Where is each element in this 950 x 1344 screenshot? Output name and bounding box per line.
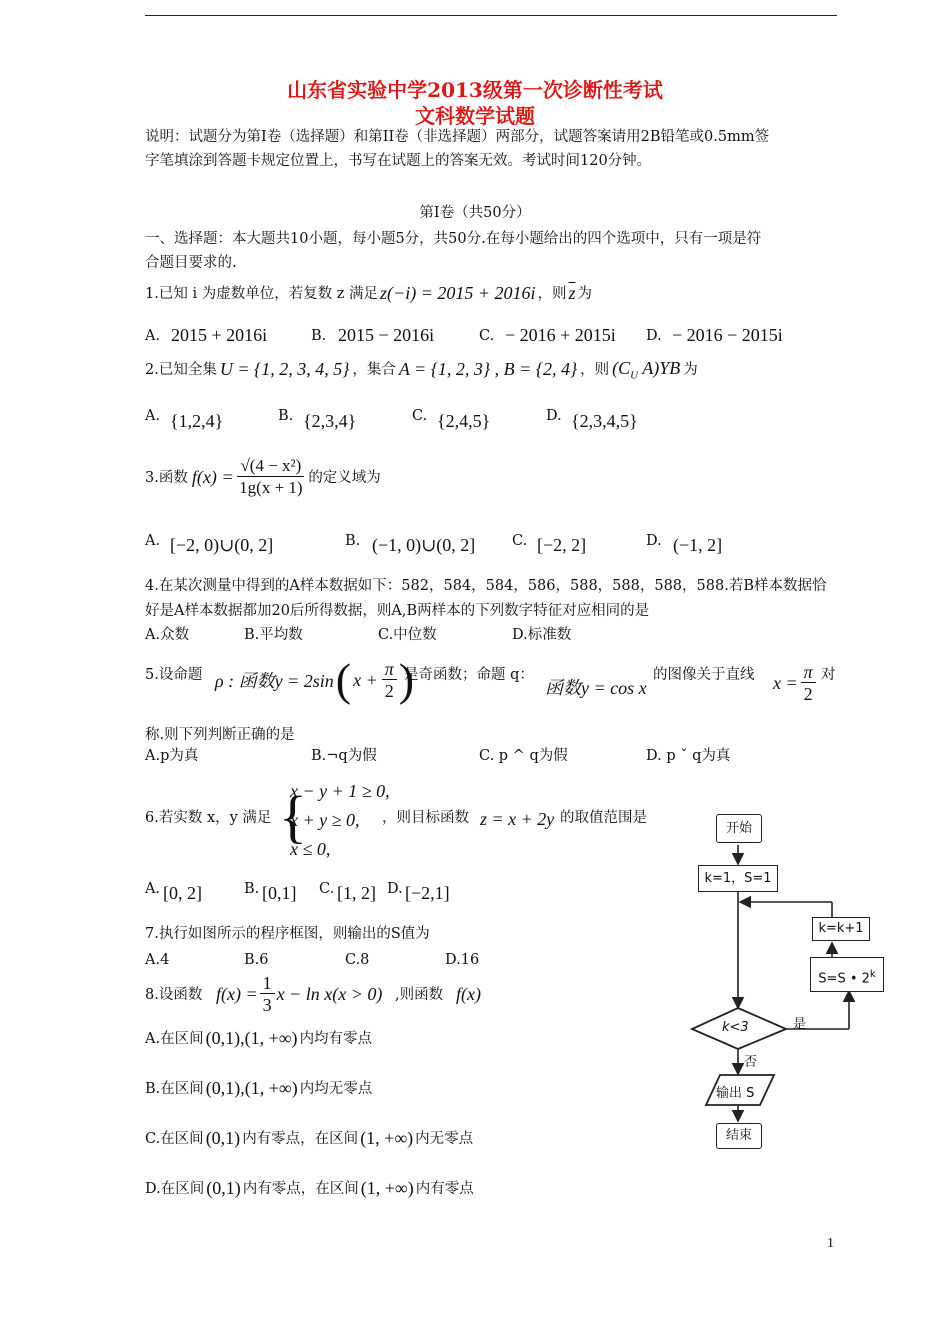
q1-option-d-label: D. xyxy=(646,328,662,344)
q1-option-c: − 2016 + 2015i xyxy=(505,325,616,345)
q8-option-c xyxy=(145,1128,473,1149)
q5-stem-d: 对 xyxy=(821,667,836,683)
flowchart-update-s-text: S=S • 2 xyxy=(818,971,870,987)
q4-line1: 4.在某次测量中得到的A样本数据如下：582，584，584，586，588，588，588，588.若B样本数据恰 xyxy=(145,578,827,594)
q6-stem-a: 6.若实数 x，y 满足 xyxy=(145,810,272,826)
q6-objective: z = x + 2y xyxy=(480,809,555,829)
part1-intro-line2: 合题目要求的. xyxy=(145,255,237,271)
q2-expr-c: (C xyxy=(612,358,631,378)
q8-option-c-text-a: C.在区间 xyxy=(145,1130,204,1147)
q2-stem-c: ，则 xyxy=(580,361,610,378)
q6-constraint-1: x − y + 1 ≥ 0, xyxy=(290,781,390,801)
part1-heading: 第Ⅰ卷（共50分） xyxy=(419,205,531,221)
q6-option-a-label: A. xyxy=(145,881,161,897)
q2-option-b: {2,3,4} xyxy=(303,411,357,431)
q5-two: 2 xyxy=(384,680,394,701)
q1-option-b-label: B. xyxy=(311,328,327,344)
q4-option-a: A.众数 xyxy=(145,627,190,643)
q2-option-d-label: D. xyxy=(546,408,562,424)
q8-one: 1 xyxy=(260,973,275,994)
q2-expression xyxy=(612,358,680,382)
flowchart-update-s-exp: k xyxy=(869,969,876,980)
q2-option-c-label: C. xyxy=(412,408,428,424)
q8-option-a-intervals: (0,1),(1, +∞) xyxy=(205,1028,298,1048)
q1-equation: z(−i) = 2015 + 2016i xyxy=(380,283,536,303)
flowchart-update-k: k=k+1 xyxy=(812,917,870,941)
q1-option-d: − 2016 − 2015i xyxy=(672,325,783,345)
q7-option-a: A.4 xyxy=(145,952,170,968)
q7-option-d: D.16 xyxy=(445,952,480,968)
q5-line-fraction xyxy=(801,662,816,705)
q6-option-a: [0, 2] xyxy=(163,883,202,903)
q6-constraint-3: x ≤ 0, xyxy=(290,839,331,859)
q5-p-expression: ρ : 函数y = 2sin xyxy=(215,671,334,691)
q4-option-b: B.平均数 xyxy=(244,627,303,643)
q8-option-b-intervals: (0,1),(1, +∞) xyxy=(205,1078,298,1098)
flowchart-end: 结束 xyxy=(716,1123,762,1149)
exam-title-line2: 文科数学试题 xyxy=(415,104,535,128)
q7-stem: 7.执行如图所示的程序框图，则输出的S值为 xyxy=(145,926,430,942)
q3-option-c-label: C. xyxy=(512,533,528,549)
q5-left-paren: ( xyxy=(335,654,352,705)
q8-option-b-text-b: 内均无零点 xyxy=(299,1080,373,1097)
q1-option-a-label: A. xyxy=(145,328,161,344)
q8-option-a-text-a: A.在区间 xyxy=(145,1030,204,1047)
q6-option-d: [−2,1] xyxy=(405,883,450,903)
q2-universal-set: U = {1, 2, 3, 4, 5} xyxy=(219,359,350,380)
q8-option-d xyxy=(145,1178,474,1199)
q5-inner: x + xyxy=(353,669,378,690)
q5-option-b: B.¬q为假 xyxy=(311,748,377,764)
q5-q-expression: 函数y = cos x xyxy=(545,678,647,698)
q6-option-d-label: D. xyxy=(387,881,403,897)
exam-title-line1: 山东省实验中学2013级第一次诊断性考试 xyxy=(287,78,663,102)
q6-constraint-2: x + y ≥ 0, xyxy=(290,810,360,830)
q8-option-a xyxy=(145,1028,372,1049)
q6-option-b: [0,1] xyxy=(262,883,297,903)
q1-option-c-label: C. xyxy=(479,328,495,344)
q8-option-d-interval-1: (0,1) xyxy=(206,1178,241,1198)
q8-option-c-text-b: 内有零点，在区间 xyxy=(242,1130,359,1147)
q1-option-b: 2015 − 2016i xyxy=(338,325,435,345)
q8-f-lhs: f(x) = xyxy=(216,984,258,1004)
q5-line-equation xyxy=(773,662,816,705)
q5-stem-c: 的图像关于直线 xyxy=(653,667,755,683)
q5-line-two: 2 xyxy=(803,684,813,704)
q5-option-a: A.p为真 xyxy=(145,748,199,764)
q8-option-b xyxy=(145,1078,372,1099)
q2-option-d: {2,3,4,5} xyxy=(571,411,638,431)
q8-function-definition xyxy=(216,973,382,1016)
q1-zbar: $\overline{z}$ xyxy=(568,283,576,303)
q6-option-b-label: B. xyxy=(244,881,260,897)
q3-option-d: (−1, 2] xyxy=(673,535,723,555)
q1-stem-c: 为 xyxy=(577,285,592,302)
q2-option-b-label: B. xyxy=(278,408,294,424)
part1-intro-line1: 一、选择题：本大题共10小题，每小题5分，共50分.在每小题给出的四个选项中，只有一项是符 xyxy=(145,231,762,247)
q2-expr-sub: U xyxy=(630,369,639,382)
q5-stem-a: 5.设命题 xyxy=(145,667,203,683)
q3-denominator: 1g(x + 1) xyxy=(239,478,303,497)
q5-pi: π xyxy=(382,659,397,680)
question-3 xyxy=(145,456,381,499)
q8-option-c-interval-1: (0,1) xyxy=(205,1128,241,1148)
q8-option-a-text-b: 内均有零点 xyxy=(299,1030,373,1047)
q2-expr-tail: A)YB xyxy=(638,358,681,378)
program-flowchart xyxy=(686,805,896,1160)
q6-option-c: [1, 2] xyxy=(337,883,376,903)
question-1 xyxy=(145,283,592,304)
q7-option-c: C.8 xyxy=(345,952,370,968)
q6-stem-c: 的取值范围是 xyxy=(560,810,647,826)
q8-f-rhs: x − ln x(x > 0) xyxy=(276,984,383,1004)
q8-three: 3 xyxy=(262,995,272,1015)
q2-option-a: {1,2,4} xyxy=(170,411,224,431)
q3-numerator: √(4 − x²) xyxy=(237,456,304,477)
q3-option-a: [−2, 0)∪(0, 2] xyxy=(170,535,274,555)
q4-option-d: D.标准数 xyxy=(512,627,572,643)
q2-stem-d: 为 xyxy=(683,361,698,378)
q8-option-d-text-b: 内有零点，在区间 xyxy=(242,1180,359,1197)
q4-line2: 好是A样本数据都加20后所得数据，则A,B两样本的下列数字特征对应相同的是 xyxy=(145,603,650,619)
q3-option-d-label: D. xyxy=(646,533,662,549)
q5-stem-b: 是奇函数；命题 q： xyxy=(404,667,534,683)
q3-option-c: [−2, 2] xyxy=(537,535,587,555)
q1-option-a: 2015 + 2016i xyxy=(171,325,268,345)
q3-lhs: f(x) = xyxy=(191,467,234,487)
q8-option-b-text-a: B.在区间 xyxy=(145,1080,204,1097)
instructions-line1: 说明：试题分为第Ⅰ卷（选择题）和第II卷（非选择题）两部分，试题答案请用2B铅笔或0.5mm签 xyxy=(145,129,770,145)
q5-line-pi: π xyxy=(801,662,816,683)
flowchart-no-label: 否 xyxy=(744,1055,758,1070)
q8-option-c-text-c: 内无零点 xyxy=(415,1130,474,1147)
flowchart-init: k=1，S=1 xyxy=(698,865,778,892)
q8-option-d-text-a: D.在区间 xyxy=(145,1180,205,1197)
q5-right-paren: ) xyxy=(398,654,415,705)
flowchart-update-s xyxy=(810,957,884,992)
q8-option-c-interval-2: (1, +∞) xyxy=(360,1128,414,1148)
q2-option-a-label: A. xyxy=(145,408,161,424)
question-2 xyxy=(145,358,698,382)
q1-stem-a: 1.已知 i 为虚数单位，若复数 z 满足 xyxy=(145,285,379,302)
q6-stem-b: ，则目标函数 xyxy=(382,810,469,826)
q3-fraction xyxy=(237,456,304,499)
q7-option-b: B.6 xyxy=(244,952,269,968)
q2-sets-ab: A = {1, 2, 3} , B = {2, 4} xyxy=(398,359,578,380)
q8-f-x: f(x) xyxy=(456,984,481,1004)
q5-proposition-p xyxy=(215,654,416,705)
header-rule xyxy=(145,15,837,16)
flowchart-condition: k<3 xyxy=(722,1020,749,1035)
q1-stem-b: ，则 xyxy=(537,285,567,302)
q8-one-third xyxy=(260,973,275,1016)
page-number: 1 xyxy=(827,1236,834,1251)
flowchart-output: 输出 S xyxy=(716,1086,755,1101)
q5-option-d: D. p ˇ q为真 xyxy=(646,748,731,764)
instructions-line2: 字笔填涂到答题卡规定位置上，书写在试题上的答案无效。考试时间120分钟。 xyxy=(145,153,652,169)
q3-option-b-label: B. xyxy=(345,533,361,549)
q8-option-d-interval-2: (1, +∞) xyxy=(360,1178,414,1198)
q3-stem-b: 的定义域为 xyxy=(308,469,381,486)
q3-option-b: (−1, 0)∪(0, 2] xyxy=(372,535,476,555)
q4-option-c: C.中位数 xyxy=(378,627,437,643)
q3-stem-a: 3.函数 xyxy=(145,469,188,486)
q2-stem-b: ，集合 xyxy=(352,361,396,378)
flowchart-yes-label: 是 xyxy=(793,1017,807,1032)
q8-stem-a: 8.设函数 xyxy=(145,987,203,1003)
q5-x-equals: x = xyxy=(773,673,798,693)
q2-option-c: {2,4,5} xyxy=(437,411,491,431)
q2-stem-a: 2.已知全集 xyxy=(145,361,217,378)
q5-line2: 称.则下列判断正确的是 xyxy=(145,727,295,743)
q5-option-c: C. p ^ q为假 xyxy=(479,748,568,764)
q8-option-d-text-c: 内有零点 xyxy=(415,1180,474,1197)
q3-option-a-label: A. xyxy=(145,533,161,549)
q6-system-brace: { xyxy=(279,784,307,849)
q5-pi-over-2 xyxy=(382,659,397,702)
flowchart-start: 开始 xyxy=(716,814,762,843)
q6-option-c-label: C. xyxy=(319,881,335,897)
q8-stem-b: ,则函数 xyxy=(395,987,444,1003)
